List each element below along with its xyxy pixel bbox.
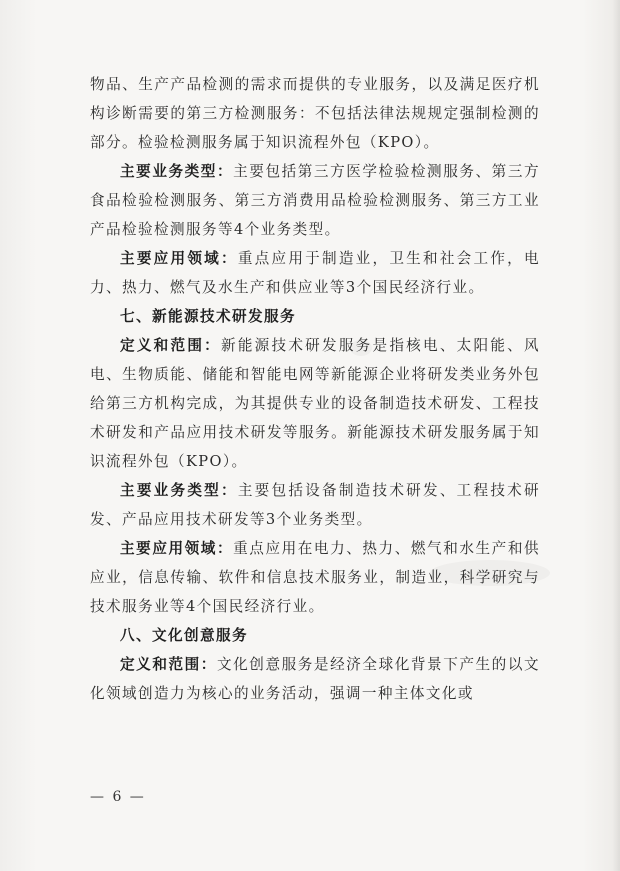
section-lead-label: 定义和范围： <box>120 656 217 673</box>
heading-cultural-creative-services: 八、文化创意服务 <box>120 627 248 644</box>
paragraph-main-business-types <box>90 476 540 534</box>
paragraph-main-application-fields <box>90 534 540 621</box>
section-lead-label: 定义和范围： <box>120 337 221 354</box>
paragraph-main-application-fields <box>90 244 540 302</box>
section-lead-label: 主要业务类型： <box>120 163 234 180</box>
page-number: — 6 — <box>90 789 146 805</box>
paragraph-text: 文化创意服务是经济全球化背景下产生的以文化领域创造力为核心的业务活动，强调一种主体文化或 <box>90 656 540 702</box>
paragraph-definition-scope <box>90 650 540 708</box>
paragraph-text: 主要包括设备制造技术研发、工程技术研发、产品应用技术研发等3个业务类型。 <box>90 482 540 528</box>
section-lead-label: 主要应用领域： <box>120 250 238 267</box>
paragraph-text: 重点应用于制造业，卫生和社会工作，电力、热力、燃气及水生产和供应业等3个国民经济行业。 <box>90 250 540 296</box>
paragraph-main-business-types <box>90 157 540 244</box>
scan-edge-shadow <box>612 0 620 871</box>
paragraph-text: 新能源技术研发服务是指核电、太阳能、风电、生物质能、储能和智能电网等新能源企业将研发类业务外包给第三方机构完成，为其提供专业的设备制造技术研发、工程技术研发和产品应用技术研发等服务。新能源技术研发服务属于知识流程外包（KPO）。 <box>90 337 540 470</box>
heading-new-energy-rd: 七、新能源技术研发服务 <box>120 308 296 325</box>
section-lead-label: 主要业务类型： <box>120 482 238 499</box>
document-body <box>90 70 540 708</box>
paragraph-testing-services: 物品、生产产品检测的需求而提供的专业服务，以及满足医疗机构诊断需要的第三方检测服务：不包括法律法规规定强制检测的部分。检验检测服务属于知识流程外包（KPO）。 <box>90 76 540 151</box>
paragraph-text: 重点应用在电力、热力、燃气和水生产和供应业，信息传输、软件和信息技术服务业，制造业，科学研究与技术服务业等4个国民经济行业。 <box>90 540 540 615</box>
paragraph-text: 主要包括第三方医学检验检测服务、第三方食品检验检测服务、第三方消费用品检验检测服务、第三方工业产品检验检测服务等4个业务类型。 <box>90 163 540 238</box>
paragraph-definition-scope <box>90 331 540 476</box>
section-lead-label: 主要应用领域： <box>120 540 234 557</box>
